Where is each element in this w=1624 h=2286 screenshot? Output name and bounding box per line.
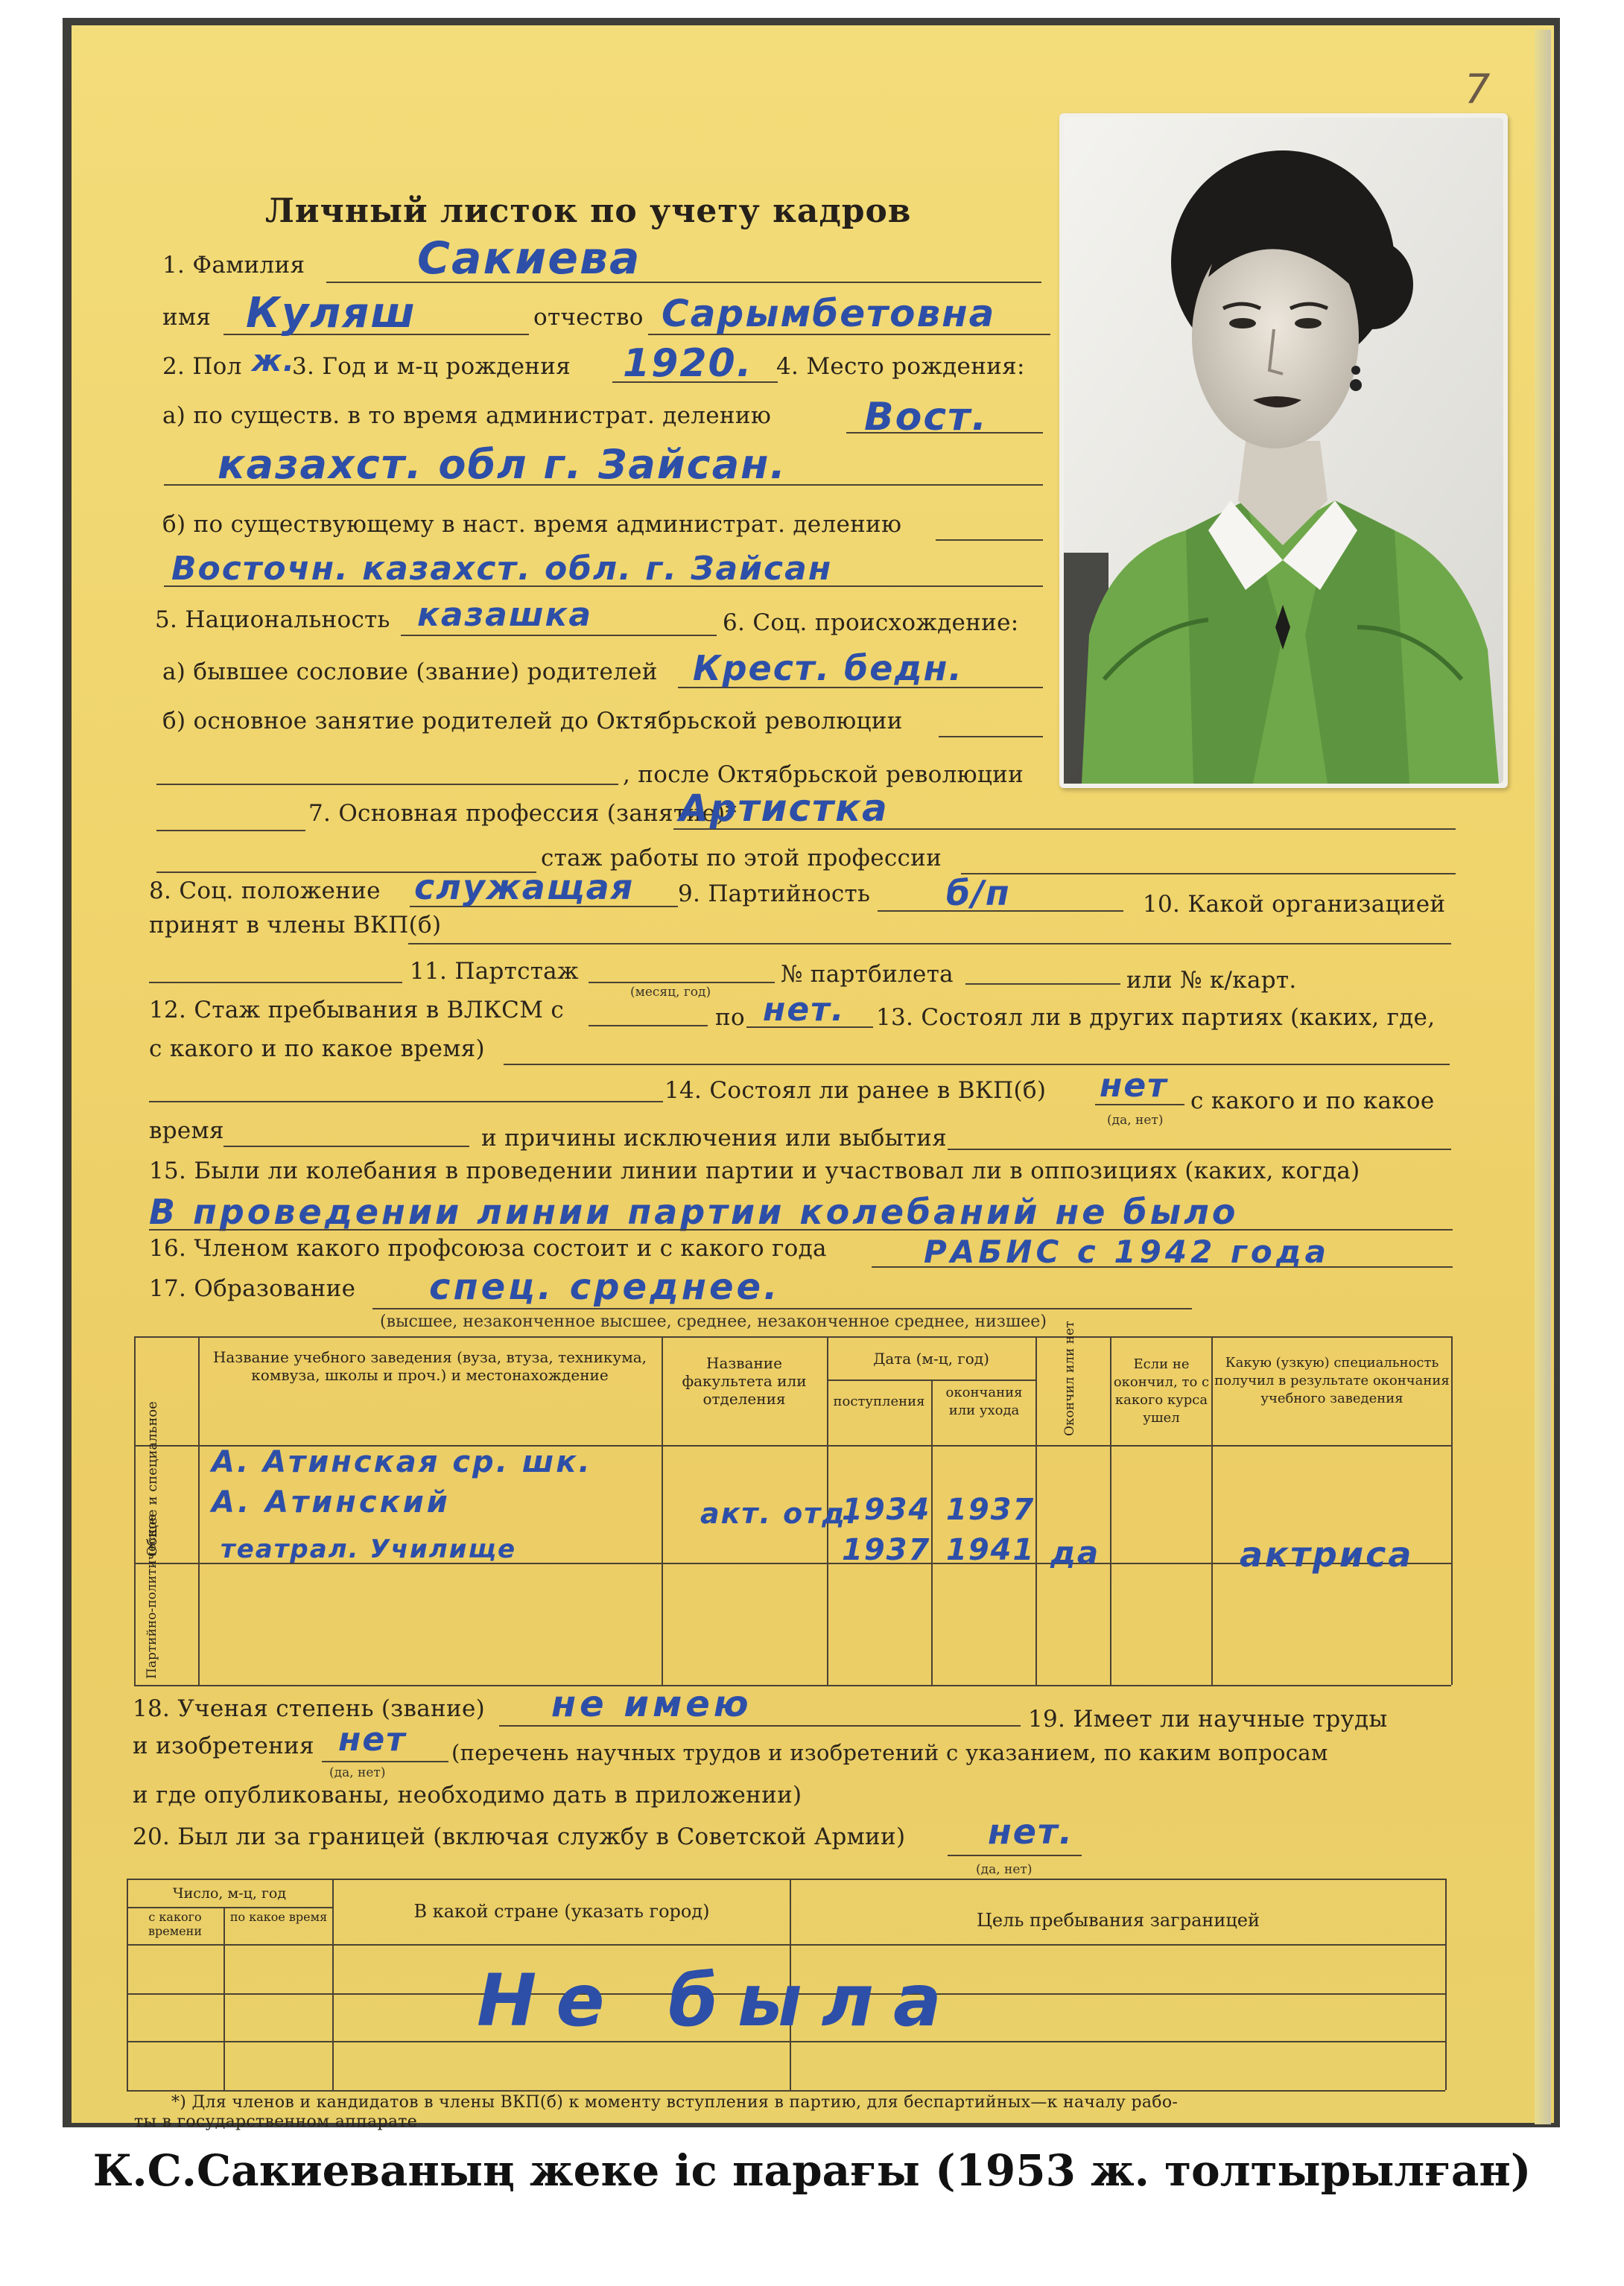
label-education-sub: (высшее, незаконченное высшее, среднее, незаконченное среднее, низшее) — [380, 1312, 1047, 1331]
value-first-name: Куляш — [246, 289, 416, 337]
label-sex: 2. Пол — [162, 353, 242, 380]
value-estate: Крест. бедн. — [693, 648, 963, 688]
line-birth-place-b — [936, 539, 1043, 541]
line-earlier-pre — [149, 1101, 663, 1102]
label-parents-occupation: б) основное занятие родителей до Октябрьской революции — [162, 708, 903, 734]
cell-institution-2: А. Атинский — [212, 1485, 451, 1520]
value-degree: не имею — [551, 1683, 752, 1725]
cell-start-2: 1937 — [842, 1533, 931, 1567]
label-birth-date: 3. Год и м-ц рождения — [292, 353, 571, 380]
label-other-parties-2: с какого и по какое время) — [149, 1035, 485, 1062]
scan-edge — [1535, 30, 1551, 2124]
label-party-exp: 11. Партстаж — [410, 958, 579, 985]
label-scientific-works: 19. Имеет ли научные труды — [1028, 1706, 1388, 1733]
line-abroad — [948, 1855, 1082, 1856]
line-nationality — [401, 635, 717, 636]
header-abroad-purpose: Цель пребывания заграницей — [976, 1910, 1260, 1931]
label-exclusion: и причины исключения или выбытия — [481, 1125, 947, 1152]
line-parents-occupation-2 — [156, 784, 618, 785]
corner-page-number: 7 — [1465, 66, 1491, 112]
cell-finished: да — [1050, 1534, 1100, 1571]
label-komsomol-to: по — [715, 1004, 745, 1031]
header-abroad-from: с какого времени — [148, 1910, 202, 1938]
label-time: время — [149, 1117, 224, 1144]
line-party-exp — [589, 982, 775, 983]
footnote-line-2: ты в государственном аппарате — [134, 2112, 418, 2131]
value-sex: ж. — [252, 344, 296, 378]
value-earlier-vkpb: нет — [1100, 1067, 1168, 1105]
line-komsomol-from — [589, 1025, 708, 1026]
header-start: поступления — [833, 1394, 925, 1409]
value-birth-date: 1920. — [623, 341, 753, 386]
line-party-exp-pre — [149, 982, 402, 983]
label-birth-place-a: а) по существ. в то время администрат. делению — [162, 402, 772, 429]
header-faculty: Название факультета или отделения — [682, 1354, 807, 1408]
line-party-card — [965, 983, 1120, 985]
line-time — [223, 1146, 469, 1147]
label-work-experience: стаж работы по этой профессии — [541, 845, 942, 871]
label-social-origin: 6. Соц. происхождение: — [723, 609, 1019, 636]
label-after-revolution: , после Октябрьской революции — [623, 761, 1024, 788]
header-specialty: Какую (узкую) специальность получил в результате окончания учебного заведения — [1214, 1355, 1450, 1406]
line-hesitation — [149, 1229, 1453, 1231]
value-trade-union: РАБИС с 1942 года — [924, 1234, 1330, 1270]
line-parents-occupation — [939, 736, 1043, 737]
value-birth-place-a1: Вост. — [864, 395, 989, 439]
label-other-parties: 13. Состоял ли в других партиях (каких, где, — [876, 1004, 1436, 1031]
label-works-published: и где опубликованы, необходимо дать в приложении) — [133, 1782, 802, 1809]
value-nationality: казашка — [417, 596, 593, 634]
line-other-parties — [504, 1064, 1450, 1065]
header-finished: Окончил или нет — [1062, 1321, 1077, 1436]
header-institution: Название учебного заведения (вуза, втуза, техникума, комвуза, школы и проч.) и местонахождение — [212, 1348, 647, 1384]
label-party-exp-sub: (месяц, год) — [630, 985, 711, 1000]
label-abroad-sub: (да, нет) — [976, 1862, 1033, 1877]
cell-end-1: 1937 — [946, 1493, 1035, 1527]
label-candidate-card: или № к/карт. — [1126, 967, 1297, 994]
value-inventions: нет — [338, 1721, 407, 1759]
footnote-line-1: *) Для членов и кандидатов в члены ВКП(б) к моменту вступления в партию, для беспартийных—к началу рабо- — [171, 2093, 1179, 2112]
line-exclusion — [948, 1149, 1451, 1150]
value-social-position: служащая — [414, 867, 635, 907]
value-surname: Сакиева — [417, 232, 641, 285]
label-estate: а) бывшее сословие (звание) родителей — [162, 658, 658, 685]
cell-specialty: актриса — [1240, 1534, 1414, 1575]
cell-institution-1: А. Атинская ср. шк. — [212, 1445, 592, 1479]
value-education: спец. среднее. — [429, 1266, 781, 1308]
header-date: Дата (м-ц, год) — [873, 1350, 989, 1368]
label-abroad: 20. Был ли за границей (включая службу в Советской Армии) — [133, 1823, 906, 1850]
label-birth-place-b: б) по существующему в наст. время администрат. делению — [162, 511, 902, 538]
portrait-photo — [1059, 113, 1508, 788]
label-profession: 7. Основная профессия (занятие)* — [308, 800, 738, 827]
header-abroad-to: по какое время — [229, 1910, 328, 1924]
label-works-list: (перечень научных трудов и изобретений с указанием, по каким вопросам — [451, 1740, 1328, 1765]
label-surname: 1. Фамилия — [162, 252, 305, 279]
line-admitted — [408, 943, 1451, 944]
value-hesitation: В проведении линии партии колебаний не было — [149, 1192, 1239, 1232]
header-end: окончания или ухода — [945, 1385, 1023, 1418]
label-first-name: имя — [162, 304, 212, 331]
line-work-experience — [961, 873, 1456, 874]
line-after-revolution — [156, 830, 305, 831]
label-earlier-vkpb: 14. Состоял ли ранее в ВКП(б) — [664, 1077, 1047, 1104]
label-hesitation: 15. Были ли колебания в проведении линии партии и участвовал ли в оппозициях (каких, когда) — [149, 1158, 1360, 1184]
label-earlier-sub: (да, нет) — [1107, 1113, 1164, 1128]
value-abroad-table: Не была — [477, 1959, 961, 2042]
value-birth-place-a2: казахст. обл г. Зайсан. — [218, 441, 787, 488]
label-inventions: и изобретения — [133, 1733, 314, 1759]
value-party: б/п — [946, 873, 1011, 913]
form-title: Личный листок по учету кадров — [265, 192, 912, 230]
cell-faculty: акт. отд. — [700, 1497, 859, 1530]
side-label-general: Общее и специальное — [145, 1401, 160, 1557]
cell-end-2: 1941 — [946, 1533, 1035, 1567]
cell-institution-3: театрал. Училище — [221, 1534, 517, 1564]
label-birth-place: 4. Место рождения: — [776, 353, 1025, 380]
value-komsomol: нет. — [763, 991, 846, 1029]
label-komsomol: 12. Стаж пребывания в ВЛКСМ с — [149, 997, 565, 1023]
label-party-card: № партбилета — [781, 961, 954, 988]
line-education — [372, 1308, 1192, 1309]
header-abroad-date: Число, м-ц, год — [172, 1885, 287, 1902]
label-from-when: с какого и по какое — [1190, 1088, 1435, 1114]
label-organization: 10. Какой организацией — [1143, 891, 1446, 918]
line-inventions — [322, 1761, 448, 1762]
portrait-image — [1059, 113, 1508, 788]
header-abroad-country: В какой стране (указать город) — [413, 1901, 710, 1922]
label-degree: 18. Ученая степень (звание) — [133, 1695, 486, 1722]
label-education: 17. Образование — [149, 1275, 356, 1302]
label-party: 9. Партийность — [678, 880, 871, 907]
cell-start-1: 1934 — [842, 1493, 931, 1527]
label-social-position: 8. Соц. положение — [149, 877, 381, 904]
value-abroad: нет. — [988, 1812, 1074, 1852]
header-not-finished: Если не окончил, то с какого курса ушел — [1113, 1356, 1210, 1426]
label-inventions-sub: (да, нет) — [329, 1765, 386, 1780]
image-caption: К.С.Сакиеваның жеке іс парағы (1953 ж. толтырылған) — [92, 2145, 1532, 2196]
line-degree — [499, 1725, 1021, 1727]
label-nationality: 5. Национальность — [155, 606, 390, 633]
value-birth-place-b: Восточн. казахст. обл. г. Зайсан — [171, 550, 833, 588]
side-label-party: Партийно-политическое — [145, 1514, 159, 1679]
label-admitted-vkpb: принят в члены ВКП(б) — [149, 912, 442, 939]
label-patronymic: отчество — [533, 304, 644, 331]
value-profession: Артистка — [679, 787, 889, 830]
label-trade-union: 16. Членом какого профсоюза состоит и с какого года — [149, 1235, 827, 1262]
value-patronymic: Сарымбетовна — [662, 292, 996, 335]
